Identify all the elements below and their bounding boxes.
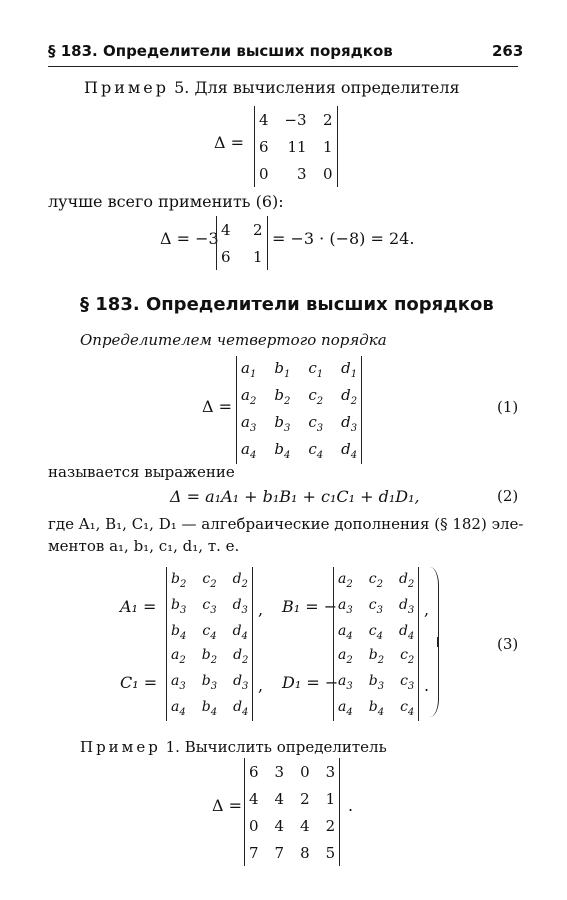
cell: 6 (259, 137, 269, 156)
equation-number: (2) (497, 487, 519, 505)
cell: 7 (249, 843, 259, 862)
cell: 4 (249, 789, 259, 808)
formula-2: Δ = a₁A₁ + b₁B₁ + c₁C₁ + d₁D₁, (170, 487, 420, 506)
example5-intro (84, 78, 460, 97)
cell: 7 (274, 843, 285, 862)
cofactor-C1: $a_2$ $b_2$ $d_2$ $a_3$ $b_3$ $d_3$ $a_4$ $b_4$ $d_4$ (166, 643, 253, 721)
cell: 2 (253, 220, 263, 239)
result-suffix: = −3 · (−8) = 24. (272, 229, 415, 248)
example-text: Вычислить определитель (184, 738, 387, 756)
A1-label: A₁ = (120, 597, 157, 616)
delta-label: Δ = (214, 133, 245, 152)
equation-number: (3) (497, 635, 519, 653)
example-number: 1. (165, 738, 180, 756)
example-lead: Пример (84, 78, 170, 97)
cell: 11 (287, 137, 307, 156)
cell: 0 (259, 164, 269, 183)
cell: 4 (221, 220, 231, 239)
result-prefix: Δ = −3 (160, 229, 219, 248)
definition-intro: Определителем четвертого порядка (80, 331, 387, 349)
delta-label: Δ = (202, 397, 233, 416)
cell: 0 (300, 762, 310, 781)
cell: 3 (297, 164, 307, 183)
comma: , (258, 600, 264, 619)
comma: , (258, 676, 264, 695)
determinant-4x4-numeric (244, 758, 340, 866)
cofactor-A1: $b_2$ $c_2$ $d_2$ $b_3$ $c_3$ $d_3$ $b_4$ $c_4$ $d_4$ (166, 567, 253, 645)
cell: 6 (221, 247, 231, 266)
example-lead: Пример (80, 738, 161, 756)
cell: 2 (300, 789, 310, 808)
cell: 8 (300, 843, 310, 862)
cofactor-B1: $a_2$ $c_2$ $d_2$ $a_3$ $c_3$ $d_3$ $a_4$ $c_4$ $d_4$ (333, 567, 419, 645)
page-number: 263 (492, 42, 524, 60)
equation-number: (1) (497, 398, 519, 416)
cell: 4 (259, 110, 269, 129)
determinant-3x3 (254, 106, 338, 187)
paragraph-text: где A₁, B₁, C₁, D₁ — алгебраические дополнения (§ 182) эле- (48, 515, 524, 533)
paragraph-text: называется выражение (48, 463, 235, 481)
example1-intro (80, 738, 387, 756)
cell: 4 (300, 816, 310, 835)
cell: 0 (249, 816, 259, 835)
cell: 3 (325, 762, 336, 781)
B1-label: B₁ = − (282, 597, 338, 616)
cell: 1 (253, 247, 263, 266)
C1-label: C₁ = (120, 673, 158, 692)
cell: 5 (325, 843, 336, 862)
cell: 6 (249, 762, 259, 781)
paragraph-text: ментов a₁, b₁, c₁, d₁, т. е. (48, 537, 240, 555)
cell: 3 (274, 762, 285, 781)
cell: 1 (325, 789, 336, 808)
example-text: Для вычисления определителя (194, 78, 460, 97)
cell: 4 (274, 816, 285, 835)
determinant-2x2 (216, 216, 268, 270)
example-number: 5. (174, 78, 190, 97)
cell: −3 (284, 110, 307, 129)
right-brace-tip (437, 637, 444, 647)
header-rule (48, 66, 518, 67)
cell: 2 (325, 816, 336, 835)
cell: 1 (323, 137, 333, 156)
period: . (348, 796, 354, 815)
cell: 0 (323, 164, 333, 183)
cell: 4 (274, 789, 285, 808)
comma: , (424, 600, 430, 619)
section-heading: § 183. Определители высших порядков (80, 294, 494, 315)
cell: 2 (323, 110, 333, 129)
D1-label: D₁ = − (282, 673, 339, 692)
cofactor-D1: $a_2$ $b_2$ $c_2$ $a_3$ $b_3$ $c_3$ $a_4$ $b_4$ $c_4$ (333, 643, 419, 721)
delta-label: Δ = (212, 796, 243, 815)
determinant-4x4-symbolic: $a_1$ $b_1$ $c_1$ $d_1$ $a_2$ $b_2$ $c_2$ $d_2$ $a_3$ $b_3$ $c_3$ $d_3$ $a_4$ $b_4$ $c_4$ $d_4$ (236, 356, 362, 464)
running-header: § 183. Определители высших порядков (48, 42, 393, 60)
paragraph-text: лучше всего применить (6): (48, 192, 284, 211)
period: . (424, 676, 430, 695)
